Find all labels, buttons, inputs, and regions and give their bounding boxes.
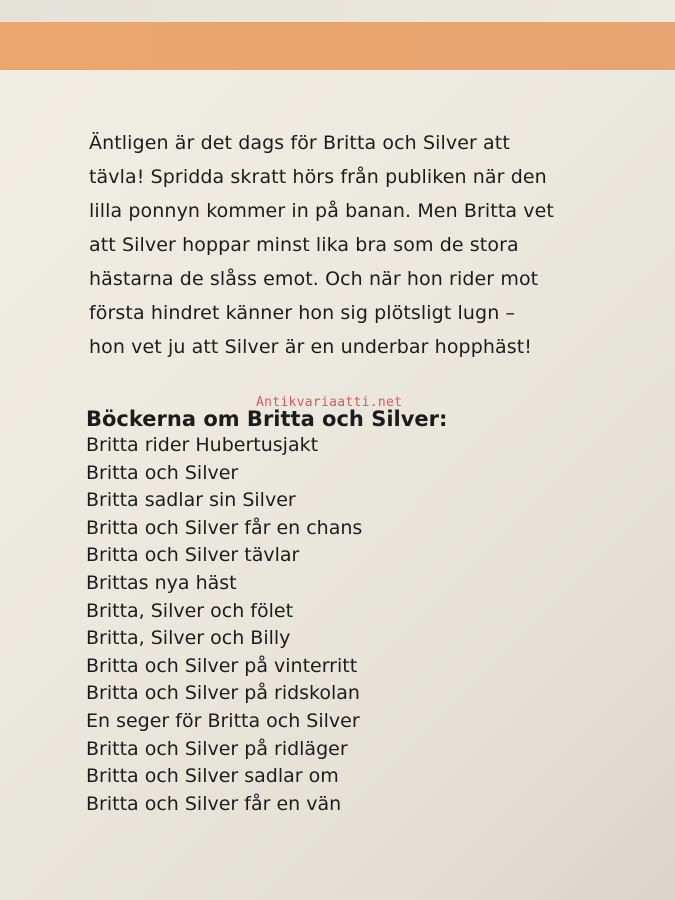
blurb-line: lilla ponnyn kommer in på banan. Men Britta vet bbox=[89, 200, 554, 222]
book-title: Britta och Silver på vinterritt bbox=[86, 654, 358, 677]
blurb-line: första hindret känner hon sig plötsligt lugn – bbox=[89, 302, 516, 324]
book-title: Britta och Silver bbox=[86, 461, 239, 484]
orange-band bbox=[0, 22, 675, 70]
book-title: Britta och Silver får en chans bbox=[86, 516, 363, 539]
book-title: Britta och Silver på ridskolan bbox=[86, 682, 360, 705]
book-title: Britta och Silver på ridläger bbox=[86, 737, 348, 760]
book-title: Britta och Silver får en vän bbox=[86, 792, 342, 815]
watermark: Antikvariaatti.net bbox=[256, 395, 403, 410]
book-title: Britta och Silver tävlar bbox=[86, 544, 300, 567]
book-title: Britta rider Hubertusjakt bbox=[86, 434, 319, 456]
top-edge bbox=[0, 0, 675, 22]
blurb-line: hon vet ju att Silver är en underbar hopphäst! bbox=[89, 336, 533, 358]
blurb-line: Äntligen är det dags för Britta och Silver att bbox=[89, 132, 510, 154]
blurb-line: tävla! Spridda skratt hörs från publiken när den bbox=[89, 166, 547, 188]
book-list bbox=[86, 432, 362, 818]
books-heading: Böckerna om Britta och Silver: bbox=[86, 407, 448, 431]
book-title: Britta sadlar sin Silver bbox=[86, 489, 296, 512]
book-title: En seger för Britta och Silver bbox=[86, 709, 360, 732]
blurb-paragraph bbox=[89, 126, 629, 364]
book-title: Brittas nya häst bbox=[86, 571, 237, 594]
book-title: Britta, Silver och fölet bbox=[86, 599, 294, 622]
blurb-line: hästarna de slåss emot. Och när hon rider mot bbox=[89, 268, 539, 290]
book-title: Britta, Silver och Billy bbox=[86, 627, 291, 650]
book-title: Britta och Silver sadlar om bbox=[86, 765, 339, 788]
blurb-line: att Silver hoppar minst lika bra som de stora bbox=[89, 234, 519, 256]
